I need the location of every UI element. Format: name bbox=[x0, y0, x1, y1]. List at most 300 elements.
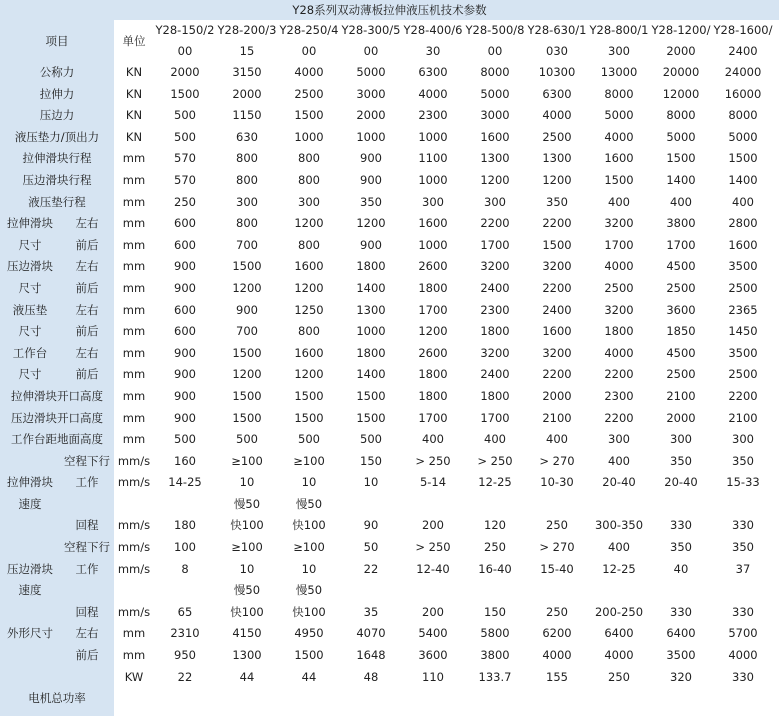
row-unit: mm/s bbox=[117, 475, 151, 490]
table-cell: 1500 bbox=[294, 410, 324, 425]
model-header: 030 bbox=[546, 44, 568, 58]
table-cell: 48 bbox=[363, 669, 379, 684]
table-cell: 3200 bbox=[604, 302, 634, 317]
table-cell: 5000 bbox=[728, 129, 758, 144]
spec-table bbox=[0, 20, 774, 710]
table-cell: 1800 bbox=[356, 345, 386, 360]
row-label-split bbox=[0, 580, 114, 602]
table-cell: 900 bbox=[360, 172, 382, 187]
row-label bbox=[0, 515, 114, 537]
table-cell: 1200 bbox=[294, 280, 324, 295]
table-cell: 600 bbox=[174, 237, 196, 252]
row-label-group: 尺寸 bbox=[18, 280, 42, 295]
table-cell: 3800 bbox=[480, 648, 510, 663]
table-cell: 6300 bbox=[418, 65, 448, 79]
row-label bbox=[0, 559, 114, 581]
table-cell: 1200 bbox=[418, 324, 448, 339]
table-cell: ≥100 bbox=[293, 540, 325, 555]
table-cell bbox=[650, 688, 712, 710]
table-cell: 1400 bbox=[356, 280, 386, 295]
row-unit: KN bbox=[125, 108, 143, 123]
table-cell: 3600 bbox=[666, 302, 696, 317]
table-cell: 5000 bbox=[604, 108, 634, 123]
table-cell: 2200 bbox=[542, 367, 572, 382]
table-cell: 1500 bbox=[666, 151, 696, 166]
table-cell: 1700 bbox=[480, 237, 510, 252]
table-row bbox=[0, 127, 774, 149]
table-cell: 1300 bbox=[232, 648, 262, 663]
table-cell: 24000 bbox=[724, 65, 762, 79]
table-cell: 900 bbox=[174, 367, 196, 382]
table-cell: 12-25 bbox=[478, 475, 512, 490]
row-unit: mm bbox=[122, 172, 146, 187]
row-unit: mm/s bbox=[117, 453, 151, 468]
table-cell: 250 bbox=[546, 604, 568, 619]
table-cell: 4500 bbox=[666, 345, 696, 360]
row-label-split bbox=[0, 213, 114, 235]
model-header: 300 bbox=[608, 44, 630, 58]
table-row bbox=[0, 472, 774, 494]
table-cell: 300 bbox=[732, 432, 754, 447]
table-cell: 350 bbox=[546, 194, 568, 209]
table-cell: 700 bbox=[236, 324, 258, 339]
item-header: 项目 bbox=[45, 33, 69, 48]
row-label-sub: 前后 bbox=[75, 648, 99, 663]
table-cell: 8000 bbox=[666, 108, 696, 123]
table-cell bbox=[154, 688, 216, 710]
table-cell: ≥100 bbox=[231, 453, 263, 468]
table-row bbox=[0, 364, 774, 386]
row-label bbox=[0, 645, 114, 667]
table-cell: 1600 bbox=[418, 216, 448, 231]
table-cell bbox=[464, 494, 526, 516]
table-cell: 110 bbox=[422, 669, 444, 684]
table-cell: 3500 bbox=[728, 345, 758, 360]
table-row bbox=[0, 494, 774, 516]
row-label-group: 液压垫 bbox=[12, 302, 48, 317]
table-cell: 3200 bbox=[542, 259, 572, 274]
table-cell: 1200 bbox=[232, 280, 262, 295]
row-unit: mm bbox=[122, 302, 146, 317]
table-cell: 4000 bbox=[542, 648, 572, 663]
table-cell: 600 bbox=[174, 302, 196, 317]
row-label bbox=[0, 580, 114, 602]
row-unit: mm bbox=[122, 324, 146, 339]
table-row bbox=[0, 515, 774, 537]
table-cell: 15-33 bbox=[726, 475, 760, 490]
table-cell: 2000 bbox=[666, 410, 696, 425]
table-cell: 1200 bbox=[542, 172, 572, 187]
table-cell: 4000 bbox=[604, 129, 634, 144]
row-label-group: 尺寸 bbox=[18, 367, 42, 382]
table-row bbox=[0, 580, 774, 602]
table-cell: 10 bbox=[363, 475, 379, 490]
row-label-sub: 左右 bbox=[75, 626, 99, 641]
table-cell: 350 bbox=[670, 540, 692, 555]
table-cell: 1600 bbox=[480, 129, 510, 144]
row-unit: mm bbox=[122, 648, 146, 663]
row-unit: mm bbox=[122, 367, 146, 382]
row-label: 公称力 bbox=[39, 65, 75, 79]
unit-header: 单位 bbox=[122, 33, 146, 48]
row-unit: mm bbox=[122, 388, 146, 403]
row-label bbox=[0, 256, 114, 278]
row-unit: mm bbox=[122, 259, 146, 274]
row-label bbox=[0, 343, 114, 365]
table-cell: 1200 bbox=[480, 172, 510, 187]
table-cell: 4500 bbox=[666, 259, 696, 274]
table-cell: 快100 bbox=[230, 518, 264, 533]
table-cell: 3150 bbox=[232, 65, 262, 79]
row-unit: mm bbox=[122, 194, 146, 209]
row-unit: mm bbox=[122, 345, 146, 360]
table-cell: 2200 bbox=[542, 216, 572, 231]
table-cell: 133.7 bbox=[478, 669, 512, 684]
table-cell: 350 bbox=[670, 453, 692, 468]
table-cell: 1400 bbox=[356, 367, 386, 382]
row-label: 拉伸滑块开口高度 bbox=[11, 388, 103, 403]
table-row bbox=[0, 645, 774, 667]
table-row bbox=[0, 451, 774, 473]
row-label-group bbox=[0, 537, 60, 559]
row-label-split bbox=[0, 515, 114, 537]
model-header: Y28-630/1 bbox=[527, 23, 587, 37]
row-label-group: 压边滑块 bbox=[7, 259, 53, 274]
row-label bbox=[0, 278, 114, 300]
row-unit: KN bbox=[125, 129, 143, 144]
table-cell: 13000 bbox=[600, 65, 638, 79]
table-cell bbox=[526, 688, 588, 710]
row-label-split bbox=[0, 472, 114, 494]
table-row bbox=[0, 623, 774, 645]
table-cell: 400 bbox=[608, 540, 630, 555]
row-label-split bbox=[0, 602, 114, 624]
row-label-group: 速度 bbox=[18, 496, 42, 511]
table-cell: ≥100 bbox=[231, 540, 263, 555]
table-cell: 37 bbox=[735, 561, 751, 576]
row-label-sub: 前后 bbox=[75, 324, 99, 339]
table-cell: 5-14 bbox=[419, 475, 447, 490]
row-label-sub: 空程下行 bbox=[64, 453, 110, 468]
row-label-group: 工作台 bbox=[12, 345, 48, 360]
table-cell: 1300 bbox=[542, 151, 572, 166]
table-cell: 330 bbox=[670, 518, 692, 533]
table-cell: 1100 bbox=[418, 151, 448, 166]
table-cell: 2100 bbox=[728, 410, 758, 425]
table-cell: 90 bbox=[363, 518, 379, 533]
table-row bbox=[0, 602, 774, 624]
table-cell: 20000 bbox=[662, 65, 700, 79]
row-label: 电机总功率 bbox=[28, 691, 86, 706]
table-cell: 1648 bbox=[356, 648, 386, 663]
table-cell: 5000 bbox=[356, 65, 386, 79]
table-cell: 慢50 bbox=[295, 583, 323, 598]
row-unit: mm/s bbox=[117, 540, 151, 555]
model-header: Y28-200/3 bbox=[217, 23, 277, 37]
table-cell: 400 bbox=[670, 194, 692, 209]
table-cell: 1800 bbox=[604, 324, 634, 339]
table-cell: 3200 bbox=[542, 345, 572, 360]
table-cell: 600 bbox=[174, 216, 196, 231]
table-cell: 1300 bbox=[356, 302, 386, 317]
table-cell: > 250 bbox=[415, 453, 451, 468]
row-unit: mm/s bbox=[117, 518, 151, 533]
row-label-group: 尺寸 bbox=[18, 324, 42, 339]
table-cell: 50 bbox=[363, 540, 379, 555]
row-unit: mm/s bbox=[117, 604, 151, 619]
table-row bbox=[0, 688, 774, 710]
table-cell: 200-250 bbox=[594, 604, 644, 619]
row-label-sub: 左右 bbox=[75, 345, 99, 360]
row-unit: KN bbox=[125, 86, 143, 101]
table-cell: 150 bbox=[360, 453, 382, 468]
table-cell: 950 bbox=[174, 648, 196, 663]
table-cell: 330 bbox=[732, 604, 754, 619]
table-cell: 4070 bbox=[356, 626, 386, 641]
table-cell: 630 bbox=[236, 129, 258, 144]
table-cell bbox=[154, 580, 216, 602]
table-cell: 5800 bbox=[480, 626, 510, 641]
row-label-sub: 左右 bbox=[75, 216, 99, 231]
row-label-group: 外形尺寸 bbox=[7, 626, 53, 641]
table-cell: 155 bbox=[546, 669, 568, 684]
table-cell bbox=[402, 688, 464, 710]
table-cell: 330 bbox=[732, 518, 754, 533]
table-cell: 2300 bbox=[480, 302, 510, 317]
table-row bbox=[0, 148, 774, 170]
table-cell: 5000 bbox=[666, 129, 696, 144]
table-cell: 5700 bbox=[728, 626, 758, 641]
row-label-split bbox=[0, 494, 114, 516]
table-cell: 慢50 bbox=[233, 496, 261, 511]
table-cell: 4000 bbox=[604, 259, 634, 274]
table-cell bbox=[526, 580, 588, 602]
row-label-split bbox=[0, 537, 114, 559]
row-label-sub: 左右 bbox=[75, 302, 99, 317]
table-cell: 1500 bbox=[232, 410, 262, 425]
table-cell: 2400 bbox=[542, 302, 572, 317]
table-row bbox=[0, 386, 774, 408]
table-cell: 1500 bbox=[542, 237, 572, 252]
table-cell bbox=[340, 494, 402, 516]
table-cell: 10 bbox=[239, 561, 255, 576]
table-cell: 44 bbox=[301, 669, 317, 684]
table-cell: 1500 bbox=[294, 108, 324, 123]
table-cell: 4000 bbox=[728, 648, 758, 663]
table-cell: 500 bbox=[174, 129, 196, 144]
table-cell: 180 bbox=[174, 518, 196, 533]
table-cell: 1500 bbox=[232, 388, 262, 403]
table-cell: 3800 bbox=[666, 216, 696, 231]
table-cell: 1200 bbox=[356, 216, 386, 231]
table-cell: 1700 bbox=[418, 410, 448, 425]
table-cell: 330 bbox=[670, 604, 692, 619]
row-unit: mm bbox=[122, 216, 146, 231]
table-cell: 35 bbox=[363, 604, 379, 619]
table-cell: 1500 bbox=[728, 151, 758, 166]
row-label-group: 拉伸滑块 bbox=[7, 216, 53, 231]
table-cell: 1800 bbox=[418, 280, 448, 295]
table-cell: 2000 bbox=[356, 108, 386, 123]
row-unit: mm bbox=[122, 237, 146, 252]
table-cell: 2000 bbox=[542, 388, 572, 403]
row-label bbox=[0, 623, 114, 645]
row-unit: mm bbox=[122, 151, 146, 166]
table-row bbox=[0, 256, 774, 278]
table-cell: 300 bbox=[608, 432, 630, 447]
table-cell: 2100 bbox=[542, 410, 572, 425]
table-cell: 1400 bbox=[728, 172, 758, 187]
row-label-sub: 工作 bbox=[75, 561, 99, 576]
table-cell: 1500 bbox=[356, 388, 386, 403]
table-cell: 900 bbox=[236, 302, 258, 317]
table-cell: 10 bbox=[301, 561, 317, 576]
row-unit: KN bbox=[125, 65, 143, 79]
table-row bbox=[0, 105, 774, 127]
row-label: 工作台距地面高度 bbox=[11, 432, 103, 447]
table-cell: 40 bbox=[673, 561, 689, 576]
table-row bbox=[0, 559, 774, 581]
table-cell: 500 bbox=[360, 432, 382, 447]
table-cell: 12-25 bbox=[602, 561, 636, 576]
table-cell: 1500 bbox=[356, 410, 386, 425]
table-cell: 1800 bbox=[356, 259, 386, 274]
row-unit bbox=[114, 580, 154, 602]
row-label: 液压垫力/顶出力 bbox=[14, 129, 100, 144]
row-label bbox=[0, 472, 114, 494]
table-cell: 1600 bbox=[294, 259, 324, 274]
table-cell: 慢50 bbox=[295, 496, 323, 511]
table-cell bbox=[464, 580, 526, 602]
table-cell: 1300 bbox=[480, 151, 510, 166]
table-row bbox=[0, 667, 774, 689]
table-cell: 500 bbox=[174, 108, 196, 123]
table-row bbox=[0, 537, 774, 559]
table-cell: 700 bbox=[236, 237, 258, 252]
table-cell: 1000 bbox=[356, 324, 386, 339]
table-cell: 400 bbox=[608, 453, 630, 468]
table-cell: 14-25 bbox=[168, 475, 202, 490]
row-label: 压边滑块行程 bbox=[22, 172, 92, 187]
table-cell: 2500 bbox=[666, 280, 696, 295]
table-cell: 1600 bbox=[294, 345, 324, 360]
model-header: 30 bbox=[425, 44, 441, 58]
table-cell: 1500 bbox=[294, 388, 324, 403]
row-label bbox=[0, 213, 114, 235]
table-cell: 900 bbox=[174, 410, 196, 425]
header-row bbox=[0, 20, 774, 41]
table-cell: 10 bbox=[239, 475, 255, 490]
row-label-sub: 工作 bbox=[75, 475, 99, 490]
table-cell: 1450 bbox=[728, 324, 758, 339]
table-cell: 320 bbox=[670, 669, 692, 684]
table-row bbox=[0, 278, 774, 300]
model-header: Y28-250/4 bbox=[279, 23, 339, 37]
table-cell: 1600 bbox=[542, 324, 572, 339]
table-cell: 500 bbox=[174, 432, 196, 447]
table-cell: 6200 bbox=[542, 626, 572, 641]
table-cell bbox=[278, 688, 340, 710]
table-cell: 4000 bbox=[418, 86, 448, 101]
table-cell: 800 bbox=[236, 216, 258, 231]
table-cell: 120 bbox=[484, 518, 506, 533]
table-cell: 1500 bbox=[604, 172, 634, 187]
table-cell: 10-30 bbox=[540, 475, 574, 490]
table-cell: 2300 bbox=[418, 108, 448, 123]
table-cell: 300 bbox=[298, 194, 320, 209]
model-header: 2400 bbox=[728, 44, 758, 58]
table-cell: 250 bbox=[174, 194, 196, 209]
table-cell: 快100 bbox=[292, 604, 326, 619]
table-cell: 1000 bbox=[294, 129, 324, 144]
table-cell bbox=[340, 688, 402, 710]
row-label: 拉伸力 bbox=[39, 86, 75, 101]
table-cell: 1500 bbox=[232, 259, 262, 274]
table-row bbox=[0, 84, 774, 106]
row-label-group: 拉伸滑块 bbox=[7, 475, 53, 490]
model-header: 2000 bbox=[666, 44, 696, 58]
row-label bbox=[0, 235, 114, 257]
table-cell: 350 bbox=[360, 194, 382, 209]
row-label-sub: 前后 bbox=[75, 367, 99, 382]
table-cell: 1800 bbox=[418, 367, 448, 382]
model-header: Y28-300/5 bbox=[341, 23, 401, 37]
table-cell: 3200 bbox=[480, 345, 510, 360]
table-row bbox=[0, 235, 774, 257]
row-label-split bbox=[0, 645, 114, 667]
table-cell: 1500 bbox=[232, 345, 262, 360]
table-cell: 65 bbox=[177, 604, 193, 619]
table-cell bbox=[650, 580, 712, 602]
table-cell bbox=[712, 580, 774, 602]
table-cell: 2400 bbox=[480, 280, 510, 295]
table-cell: 20-40 bbox=[602, 475, 636, 490]
model-header: 00 bbox=[487, 44, 503, 58]
table-cell: 600 bbox=[174, 324, 196, 339]
table-cell: 500 bbox=[298, 432, 320, 447]
table-cell: 200 bbox=[422, 604, 444, 619]
table-cell: 22 bbox=[177, 669, 193, 684]
table-cell: > 250 bbox=[415, 540, 451, 555]
table-cell bbox=[650, 494, 712, 516]
table-cell bbox=[588, 580, 650, 602]
table-cell: 1150 bbox=[232, 108, 262, 123]
table-cell: 570 bbox=[174, 172, 196, 187]
row-unit: mm bbox=[122, 432, 146, 447]
table-cell: 1800 bbox=[480, 324, 510, 339]
table-cell: 10 bbox=[301, 475, 317, 490]
table-cell bbox=[464, 688, 526, 710]
row-unit: mm/s bbox=[117, 561, 151, 576]
model-header: Y28-800/1 bbox=[589, 23, 649, 37]
table-cell: 250 bbox=[484, 540, 506, 555]
table-cell bbox=[340, 580, 402, 602]
table-cell: 400 bbox=[608, 194, 630, 209]
row-label-sub bbox=[60, 580, 114, 602]
model-header: Y28-1200/ bbox=[651, 23, 711, 37]
table-cell: 400 bbox=[546, 432, 568, 447]
table-cell: ≥100 bbox=[293, 453, 325, 468]
row-label-sub: 回程 bbox=[75, 518, 99, 533]
table-cell: 20-40 bbox=[664, 475, 698, 490]
row-label bbox=[0, 300, 114, 322]
row-label-split bbox=[0, 256, 114, 278]
table-cell: 6400 bbox=[666, 626, 696, 641]
table-cell: 3000 bbox=[356, 86, 386, 101]
table-cell: 3000 bbox=[480, 108, 510, 123]
table-cell: 300-350 bbox=[594, 518, 644, 533]
table-cell: 2600 bbox=[418, 259, 448, 274]
